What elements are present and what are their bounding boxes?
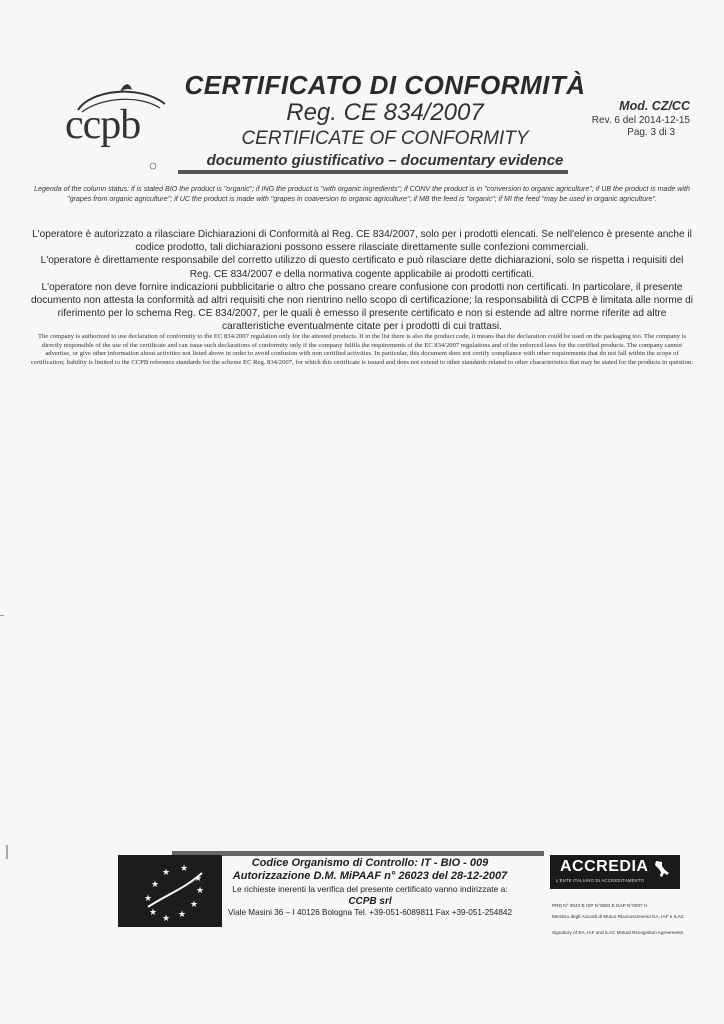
regulation-title: Reg. CE 834/2007 bbox=[286, 99, 484, 126]
page-number: Pag. 3 di 3 bbox=[627, 127, 675, 138]
control-body-code: Codice Organismo di Controllo: IT - BIO - 009 bbox=[251, 857, 489, 869]
svg-text:★: ★ bbox=[149, 908, 158, 918]
italian-terms bbox=[30, 228, 694, 334]
svg-text:★: ★ bbox=[194, 874, 203, 884]
accredia-name: ACCREDIA bbox=[560, 858, 649, 875]
svg-text:★: ★ bbox=[162, 868, 171, 878]
document-subtitle: documento giustificativo – documentary evidence bbox=[206, 152, 564, 169]
column-status-legend: Legenda of the column status: if is stated BIO the product is "organic"; if ING the product is "with organic ingredients"; if CONV the product is in "conversion to organic agriculture"; if UB the product is made with "grapes from organic agriculture"; if UC the product is made with "grapes in coaversion to organic agriculture"; if MB the feed is "organic"; if MI the feed "may be used in organic agriculture". bbox=[34, 185, 690, 203]
scan-mark bbox=[0, 615, 4, 616]
svg-text:★: ★ bbox=[144, 894, 153, 904]
certificate-title-en: CERTIFICATE OF CONFORMITY bbox=[241, 128, 529, 149]
italian-paragraph: L'operatore è direttamente responsabile del corretto utilizzo di questo certificato e può rilasciare dette dichiarazioni, solo se rispetta i requisiti del Reg. CE 834/2007 e della normativa cogente applicabile ai prodotti certificati. bbox=[40, 255, 684, 280]
accredia-membership: Membro degli Accordi di Mutuo Riconoscimento EA, IAF e ILAC bbox=[552, 914, 685, 919]
italian-paragraph: L'operatore è autorizzato a rilasciare Dichiarazioni di Conformità al Reg. CE 834/2007, solo per i prodotti elencati. Se nell'elenco è presente anche il codice prodotto, tali dichiarazioni possono essere rilasciate direttamente sulle confezioni commerciali. bbox=[32, 229, 692, 254]
form-code: Mod. CZ/CC bbox=[619, 99, 690, 113]
svg-text:★: ★ bbox=[151, 880, 160, 890]
accredia-subtitle: L'ENTE ITALIANO DI ACCREDITAMENTO bbox=[556, 878, 645, 883]
footer-rule bbox=[172, 851, 544, 856]
svg-text:★: ★ bbox=[180, 864, 189, 874]
ccpb-logo bbox=[60, 80, 180, 180]
accredia-signatory: Signatory of EA, IAF and ILAC Mutual Recognition Agreements bbox=[552, 930, 684, 935]
italy-map-icon bbox=[650, 859, 672, 881]
certificate-title: CERTIFICATO DI CONFORMITÀ bbox=[184, 70, 586, 100]
company-name: CCPB srl bbox=[348, 896, 392, 907]
scan-mark bbox=[6, 845, 8, 859]
english-terms: The company is authorized to use declaration of conformity to the EC 834/2007 regulation only for the attested products. If in the list there is also the product code, it means that the declaration could be used on the packaging too. The company is directly responsible of the use of the certificate and can issue such declarations of conformity only if the company fulfils the requirements of the EC 834/2007 regulations and of the enforced laws for the certified products. The company cannot advertise, or give other information about activities not listed above in order to avoid confusion with non certified activities. In particular, this document does not certify compliance with other requirements that do not fall within the scope of certification; liability is limited to the CCPB reference standards for the scheme EC Reg. 834/2007, for which this certificate is issued and does not extend to other standards related to other characteristics that may be stated for the products in question. bbox=[31, 333, 693, 366]
svg-text:★: ★ bbox=[178, 910, 187, 920]
svg-text:★: ★ bbox=[190, 900, 199, 910]
svg-text:ccpb: ccpb bbox=[65, 102, 141, 148]
svg-text:★: ★ bbox=[162, 914, 171, 924]
ministry-authorization: Autorizzazione D.M. MiPAAF n° 26023 del 28-12-2007 bbox=[232, 870, 508, 882]
italian-paragraph: L'operatore non deve fornire indicazioni pubblicitarie o altro che possano creare confusione con prodotti non certificati. In particolare, il presente documento non attesta la conformità ad altri requisiti che non rientrino nello scopo di certificazione; la responsabilità di CCPB è limitata alle norme di riferimento per lo schema Reg. CE 834/2007, per le quali è emesso il presente certificato e non si estende ad altre norme riferite ad altre caratteristiche eventualmente citate per i prodotti di cui trattasi. bbox=[30, 281, 694, 333]
revision-info: Rev. 6 del 2014-12-15 bbox=[591, 115, 690, 126]
company-address: Viale Masini 36 – I 40126 Bologna Tel. +39-051-6089811 Fax +39-051-254842 bbox=[227, 908, 513, 917]
verification-note: Le richieste inerenti la verifica del presente certificato vanno indirizzate a: bbox=[232, 884, 508, 894]
accreditation-codes: PRD N° 0043 B ISP N°0083 E DAP N°0007 H bbox=[552, 903, 648, 908]
svg-text:★: ★ bbox=[196, 886, 205, 896]
title-underline bbox=[178, 170, 568, 174]
